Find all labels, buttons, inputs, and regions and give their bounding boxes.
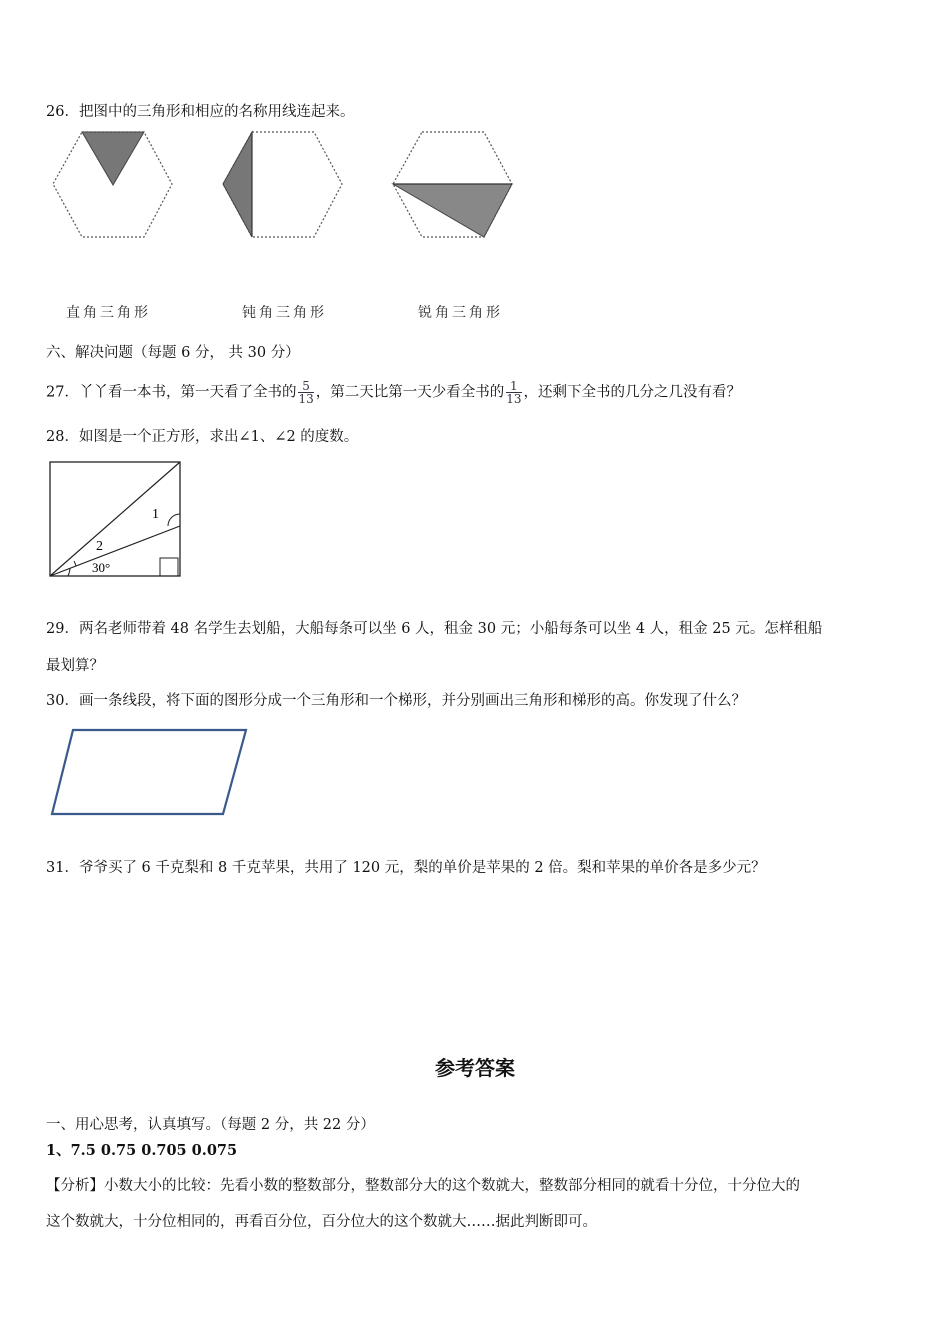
angle-1-label: 1	[152, 507, 159, 522]
answers-section-1: 一、用心思考，认真填写。（每题 2 分，共 22 分）	[46, 1117, 375, 1133]
label-right-triangle: 直角三角形	[66, 305, 151, 321]
fraction-1-13: $\frac{1}{13}$	[506, 379, 522, 406]
hexagon-figure-3	[390, 130, 515, 240]
question-26: 26．把图中的三角形和相应的名称用线连起来。	[46, 104, 355, 120]
hexagon-figure-2	[220, 130, 345, 240]
analysis-line1: 【分析】小数大小的比较：先看小数的整数部分，整数部分大的这个数就大，整数部分相同的就看十分位，十分位大的	[46, 1178, 800, 1194]
question-29-line2: 最划算？	[46, 658, 104, 674]
q27-part1: 27．丫丫看一本书，第一天看了全书的	[46, 384, 297, 401]
analysis-line2: 这个数就大，十分位相同的，再看百分位，百分位大的这个数就大……据此判断即可。	[46, 1214, 597, 1230]
label-acute-triangle: 锐角三角形	[418, 305, 503, 321]
answer-1: 1、7.5 0.75 0.705 0.075	[46, 1142, 238, 1159]
label-obtuse-triangle: 钝角三角形	[242, 305, 327, 321]
section-6-heading: 六、解决问题（每题 6 分， 共 30 分）	[46, 345, 300, 361]
q27-part2: ，第二天比第一天少看全书的	[315, 384, 505, 401]
parallelogram-figure	[50, 728, 250, 818]
question-29-line1: 29．两名老师带着 48 名学生去划船，大船每条可以坐 6 人，租金 30 元；小船每条可以坐 4 人，租金 25 元。怎样租船	[46, 621, 823, 637]
question-27	[46, 380, 741, 405]
square-angle-figure	[48, 460, 183, 580]
question-30: 30．画一条线段，将下面的图形分成一个三角形和一个梯形，并分别画出三角形和梯形的高。你发现了什么？	[46, 693, 746, 709]
q27-part3: ，还剩下全书的几分之几没有看？	[523, 384, 742, 401]
hexagon-figure-1	[50, 130, 175, 240]
fraction-5-13: $\frac{5}{13}$	[298, 379, 314, 406]
question-31: 31．爷爷买了 6 千克梨和 8 千克苹果，共用了 120 元，梨的单价是苹果的 2 倍。梨和苹果的单价各是多少元？	[46, 860, 766, 876]
angle-30-label: 30°	[92, 560, 111, 575]
question-28: 28．如图是一个正方形，求出∠1、∠2 的度数。	[46, 429, 359, 445]
answers-title: 参考答案	[435, 1056, 515, 1080]
angle-2-label: 2	[96, 539, 103, 554]
